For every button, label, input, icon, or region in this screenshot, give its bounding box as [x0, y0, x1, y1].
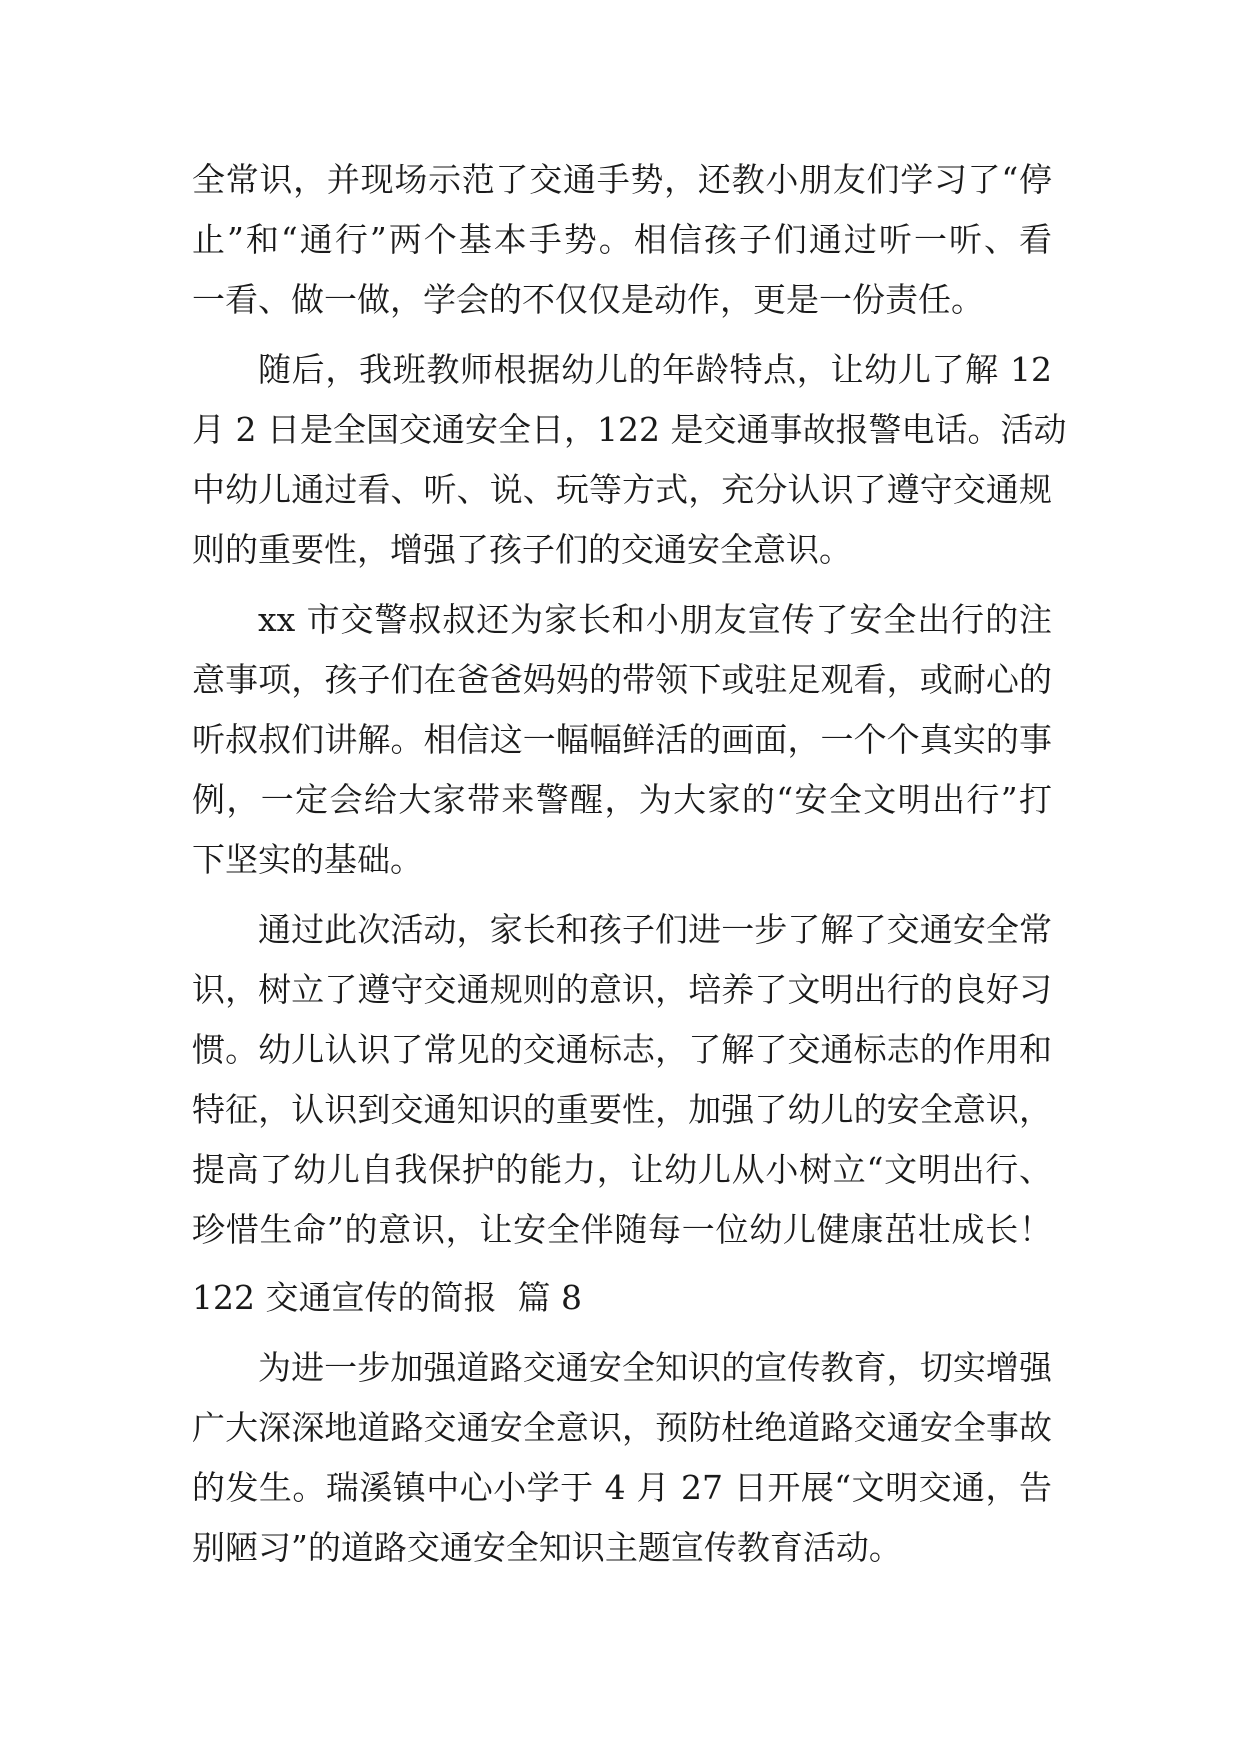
paragraph-line: 听叔叔们讲解。相信这一幅幅鲜活的画面，一个个真实的事 [192, 720, 1052, 759]
paragraph-line: 的发生。瑞溪镇中心小学于 4 月 27 日开展“文明交通，告 [192, 1468, 1052, 1507]
paragraph-line: 为进一步加强道路交通安全知识的宣传教育，切实增强 [258, 1348, 1052, 1387]
paragraph-line: 全常识，并现场示范了交通手势，还教小朋友们学习了“停 [192, 160, 1052, 199]
paragraph-line: 例，一定会给大家带来警醒，为大家的“安全文明出行”打 [192, 780, 1052, 819]
paragraph-line: 随后，我班教师根据幼儿的年龄特点，让幼儿了解 12 [258, 350, 1052, 389]
paragraph-line: 特征，认识到交通知识的重要性，加强了幼儿的安全意识， [192, 1090, 1052, 1129]
paragraph-line: 一看、做一做，学会的不仅仅是动作，更是一份责任。 [192, 280, 984, 319]
paragraph-line: 识，树立了遵守交通规则的意识，培养了文明出行的良好习 [192, 970, 1052, 1009]
paragraph-line: 通过此次活动，家长和孩子们进一步了解了交通安全常 [258, 910, 1052, 949]
section-heading: 122 交通宣传的简报 篇 8 [192, 1278, 582, 1317]
paragraph-line: 惯。幼儿认识了常见的交通标志，了解了交通标志的作用和 [192, 1030, 1052, 1069]
paragraph-line: 别陋习”的道路交通安全知识主题宣传教育活动。 [192, 1528, 902, 1567]
paragraph-line: 月 2 日是全国交通安全日，122 是交通事故报警电话。活动 [192, 410, 1067, 449]
paragraph-line: 中幼儿通过看、听、说、玩等方式，充分认识了遵守交通规 [192, 470, 1052, 509]
paragraph-line: 止”和“通行”两个基本手势。相信孩子们通过听一听、看 [192, 220, 1052, 259]
paragraph-line: 下坚实的基础。 [192, 840, 423, 879]
paragraph-line: 广大深深地道路交通安全意识，预防杜绝道路交通安全事故 [192, 1408, 1052, 1447]
paragraph-line: 提高了幼儿自我保护的能力，让幼儿从小树立“文明出行、 [192, 1150, 1052, 1189]
paragraph-line: xx 市交警叔叔还为家长和小朋友宣传了安全出行的注 [258, 600, 1052, 639]
paragraph-line: 珍惜生命”的意识，让安全伴随每一位幼儿健康茁壮成长！ [192, 1210, 1052, 1249]
paragraph-line: 则的重要性，增强了孩子们的交通安全意识。 [192, 530, 852, 569]
paragraph-line: 意事项，孩子们在爸爸妈妈的带领下或驻足观看，或耐心的 [192, 660, 1052, 699]
